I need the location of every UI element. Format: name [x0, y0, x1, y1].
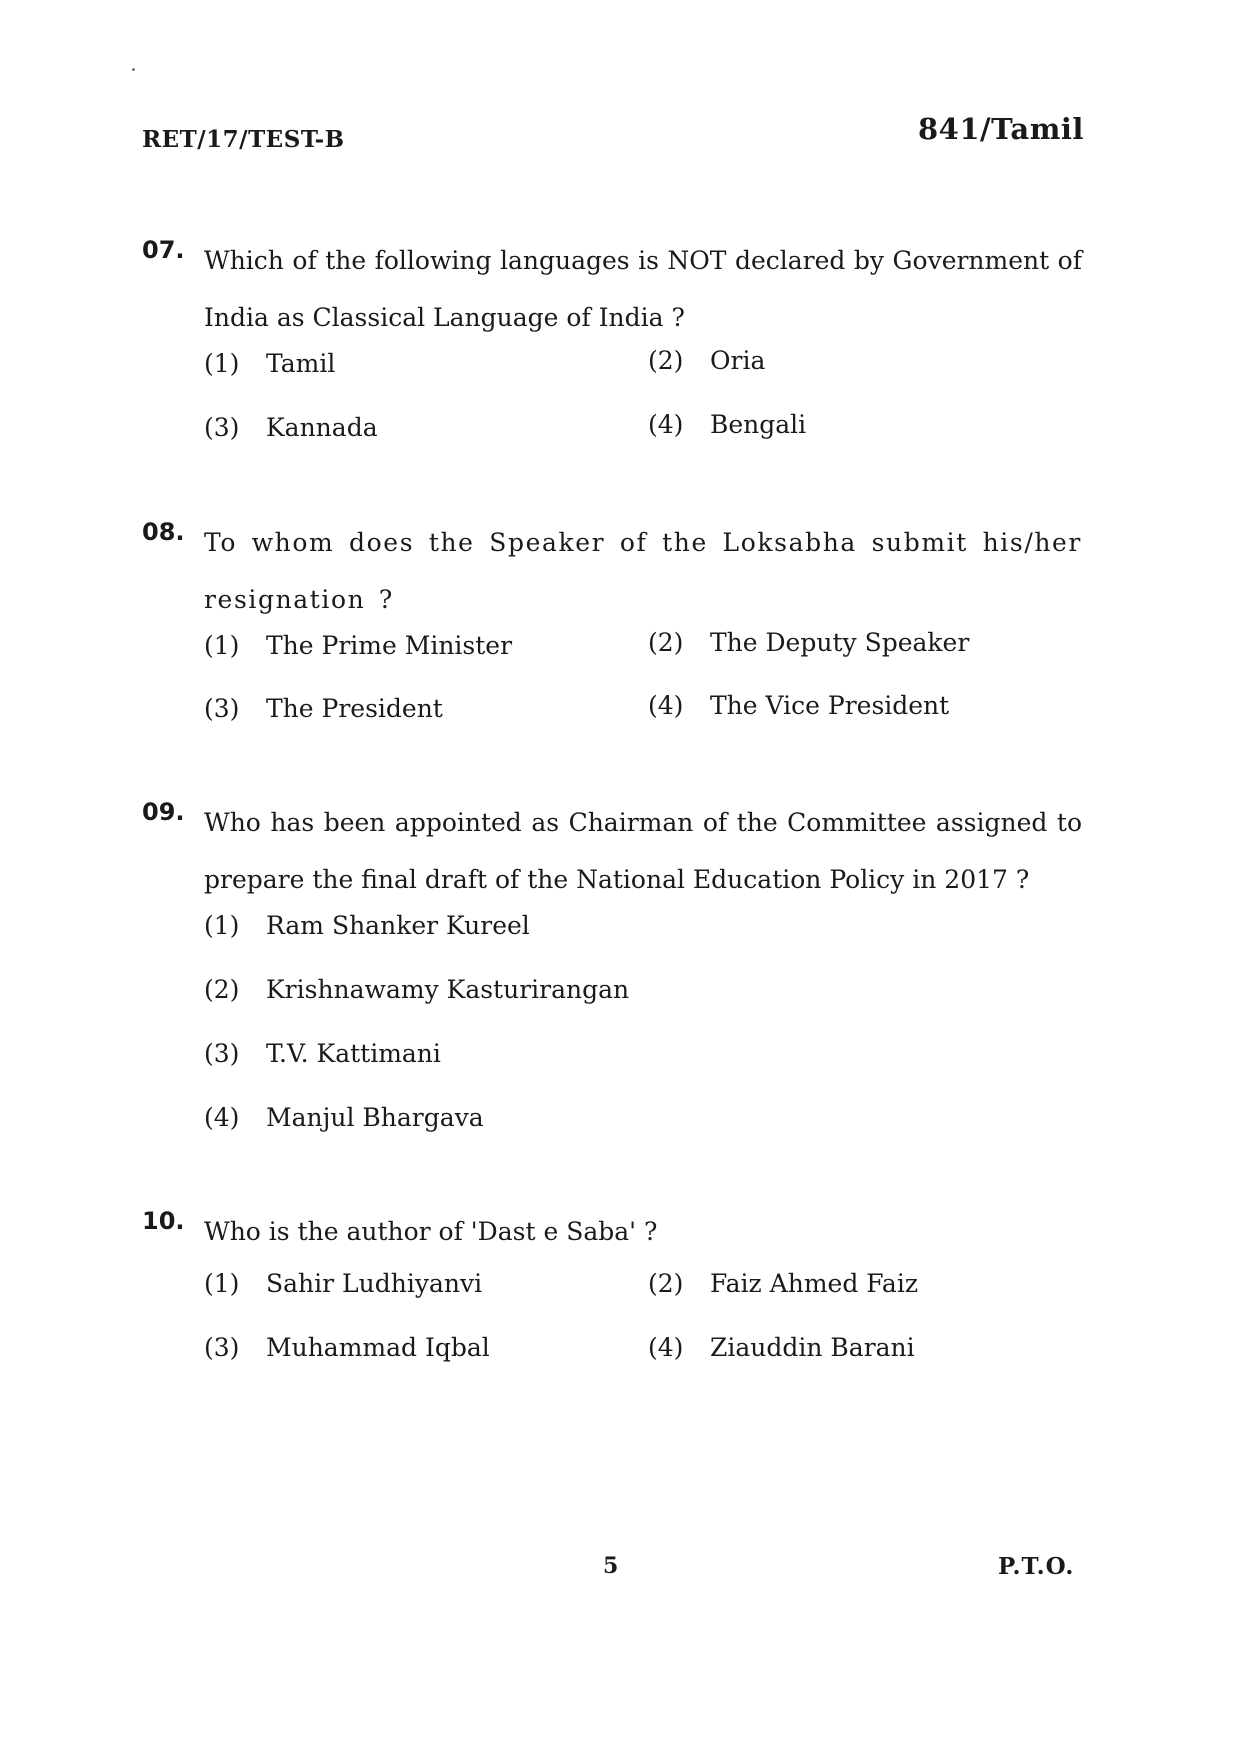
option: (1) Tamil — [204, 349, 336, 378]
option: (2) The Deputy Speaker — [648, 628, 970, 657]
scan-speck — [132, 68, 135, 71]
option: (3) T.V. Kattimani — [204, 1039, 441, 1068]
option: (1) Sahir Ludhiyanvi — [204, 1269, 483, 1298]
option: (3) Kannada — [204, 413, 378, 442]
option: (1) The Prime Minister — [204, 631, 513, 660]
option: (2) Faiz Ahmed Faiz — [648, 1269, 918, 1298]
question-text: Who has been appointed as Chairman of the Committee assigned to prepare the final draft of the National Education Policy in 2017 ? — [204, 808, 1082, 894]
option: (3) The President — [204, 694, 443, 723]
question-number: 10. — [142, 1207, 185, 1235]
option: (2) Krishnawamy Kasturirangan — [204, 975, 630, 1004]
question-number: 07. — [142, 236, 185, 264]
option: (1) Ram Shanker Kureel — [204, 911, 530, 940]
option: (4) Manjul Bhargava — [204, 1103, 484, 1132]
option: (4) Ziauddin Barani — [648, 1333, 915, 1362]
paper-code: RET/17/TEST-B — [142, 126, 345, 153]
pto-label: P.T.O. — [998, 1553, 1075, 1580]
question-text: Who is the author of 'Dast e Saba' ? — [204, 1217, 658, 1246]
option: (4) Bengali — [648, 410, 807, 439]
question-number: 09. — [142, 798, 185, 826]
question-text: Which of the following languages is NOT declared by Government of India as Classical Language of India ? — [204, 246, 1082, 332]
page-number: 5 — [603, 1553, 619, 1579]
option: (3) Muhammad Iqbal — [204, 1333, 490, 1362]
option: (2) Oria — [648, 346, 766, 375]
question-text: To whom does the Speaker of the Loksabha submit his/her resignation ? — [204, 528, 1082, 614]
question-number: 08. — [142, 518, 185, 546]
subject-code: 841/Tamil — [918, 112, 1084, 146]
option: (4) The Vice President — [648, 691, 950, 720]
